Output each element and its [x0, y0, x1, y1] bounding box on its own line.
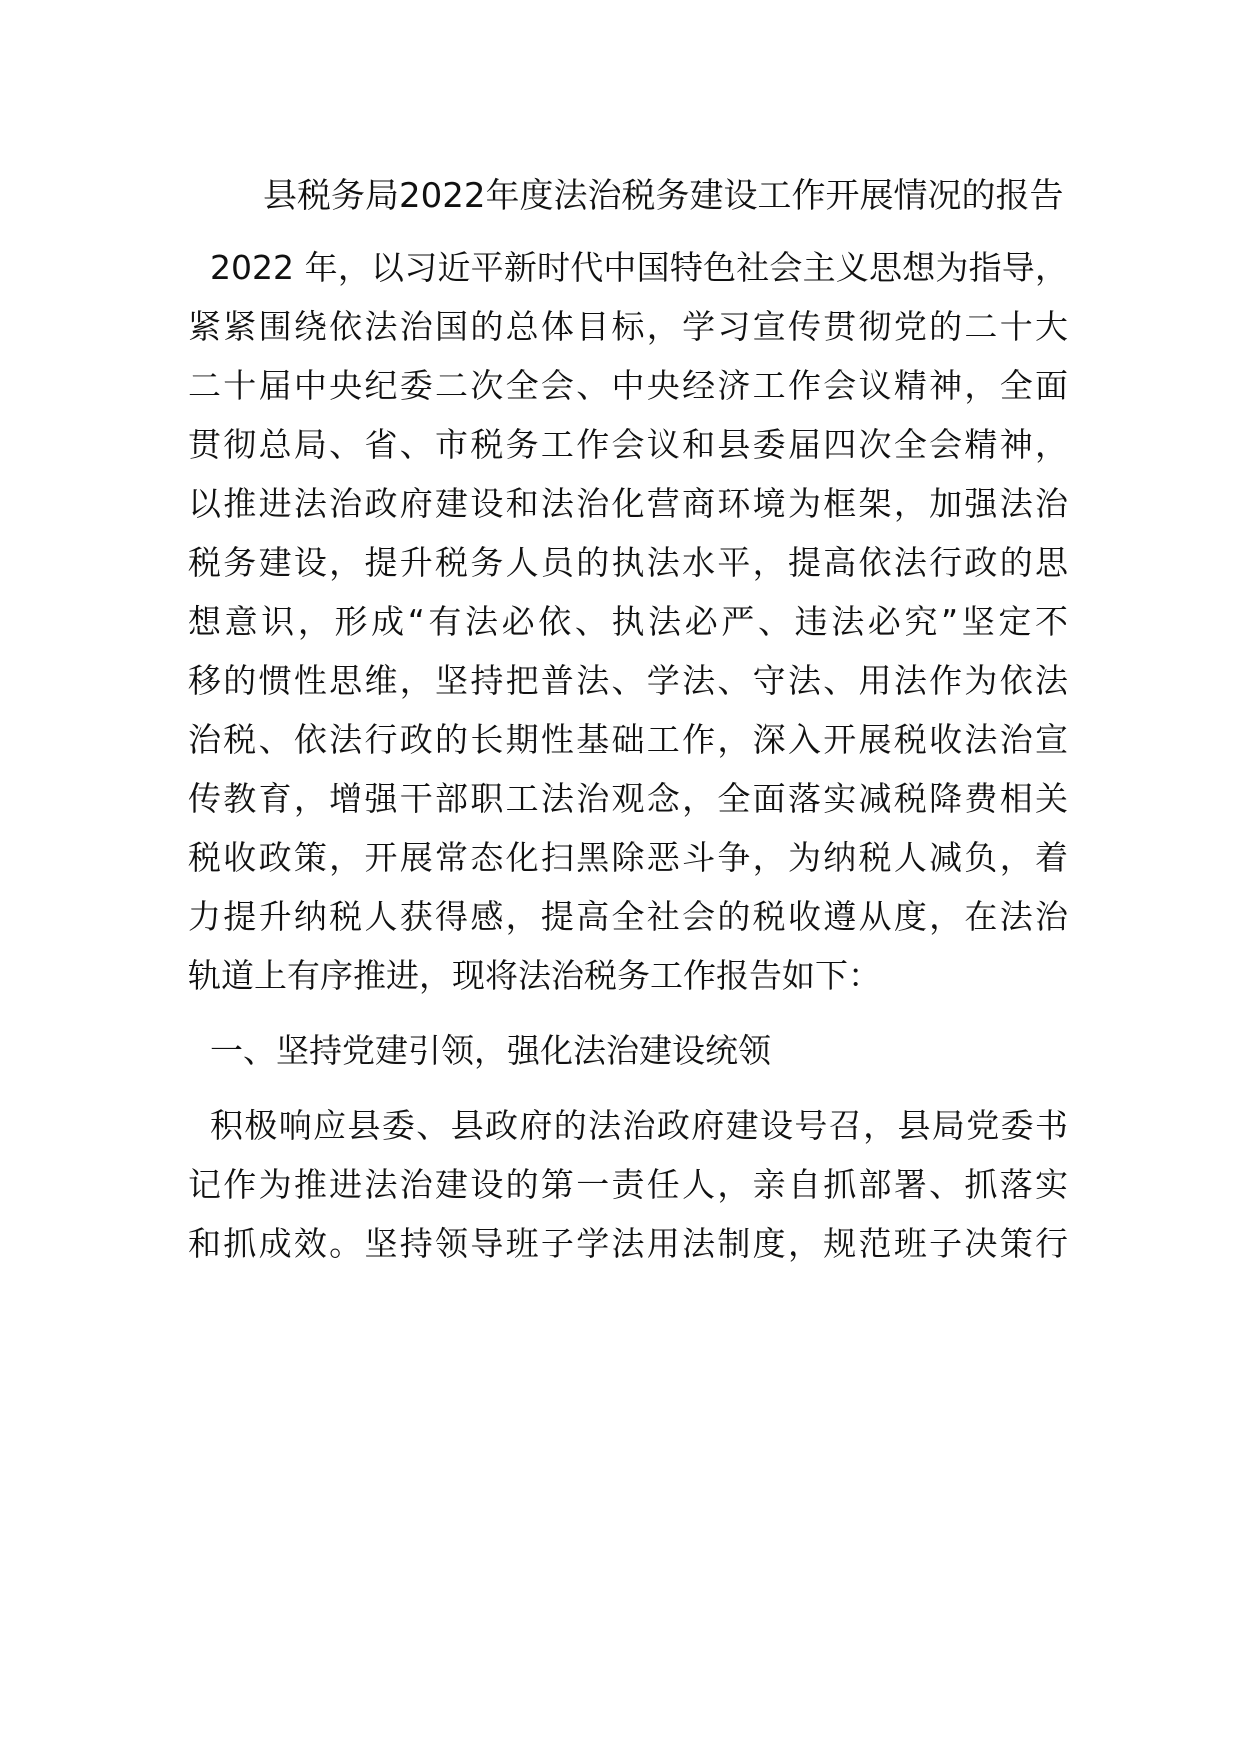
paragraph-1-line-1: 2022 年，以习近平新时代中国特色社会主义思想为指导，	[210, 248, 1068, 287]
paragraph-1-line-7: 想意识，形成“有法必依、执法必严、违法必究”坚定不	[188, 602, 1068, 641]
paragraph-1-line-8: 移的惯性思维，坚持把普法、学法、守法、用法作为依法	[188, 661, 1068, 700]
paragraph-1-line-2: 紧紧围绕依法治国的总体目标，学习宣传贯彻党的二十大	[188, 307, 1068, 346]
paragraph-1-line-10: 传教育，增强干部职工法治观念，全面落实减税降费相关	[188, 779, 1068, 818]
section-1-line-1: 积极响应县委、县政府的法治政府建设号召，县局党委书	[210, 1106, 1068, 1145]
paragraph-1-line-12: 力提升纳税人获得感，提高全社会的税收遵从度，在法治	[188, 897, 1068, 936]
section-1-line-3: 和抓成效。坚持领导班子学法用法制度，规范班子决策行	[188, 1224, 1068, 1263]
paragraph-1-line-6: 税务建设，提升税务人员的执法水平，提高依法行政的思	[188, 543, 1068, 582]
paragraph-1-line-5: 以推进法治政府建设和法治化营商环境为框架，加强法治	[188, 484, 1068, 523]
paragraph-1-line-11: 税收政策，开展常态化扫黑除恶斗争，为纳税人减负，着	[188, 838, 1068, 877]
paragraph-1-line-3: 二十届中央纪委二次全会、中央经济工作会议精神，全面	[188, 366, 1068, 405]
section-1-line-2: 记作为推进法治建设的第一责任人，亲自抓部署、抓落实	[188, 1165, 1068, 1204]
paragraph-1-line-13: 轨道上有序推进，现将法治税务工作报告如下：	[188, 956, 881, 995]
document-title: 县税务局2022年度法治税务建设工作开展情况的报告	[263, 176, 1064, 216]
section-1-heading: 一、坚持党建引领，强化法治建设统领	[210, 1031, 771, 1070]
paragraph-1-line-4: 贯彻总局、省、市税务工作会议和县委届四次全会精神，	[188, 425, 1068, 464]
paragraph-1-line-9: 治税、依法行政的长期性基础工作，深入开展税收法治宣	[188, 720, 1068, 759]
